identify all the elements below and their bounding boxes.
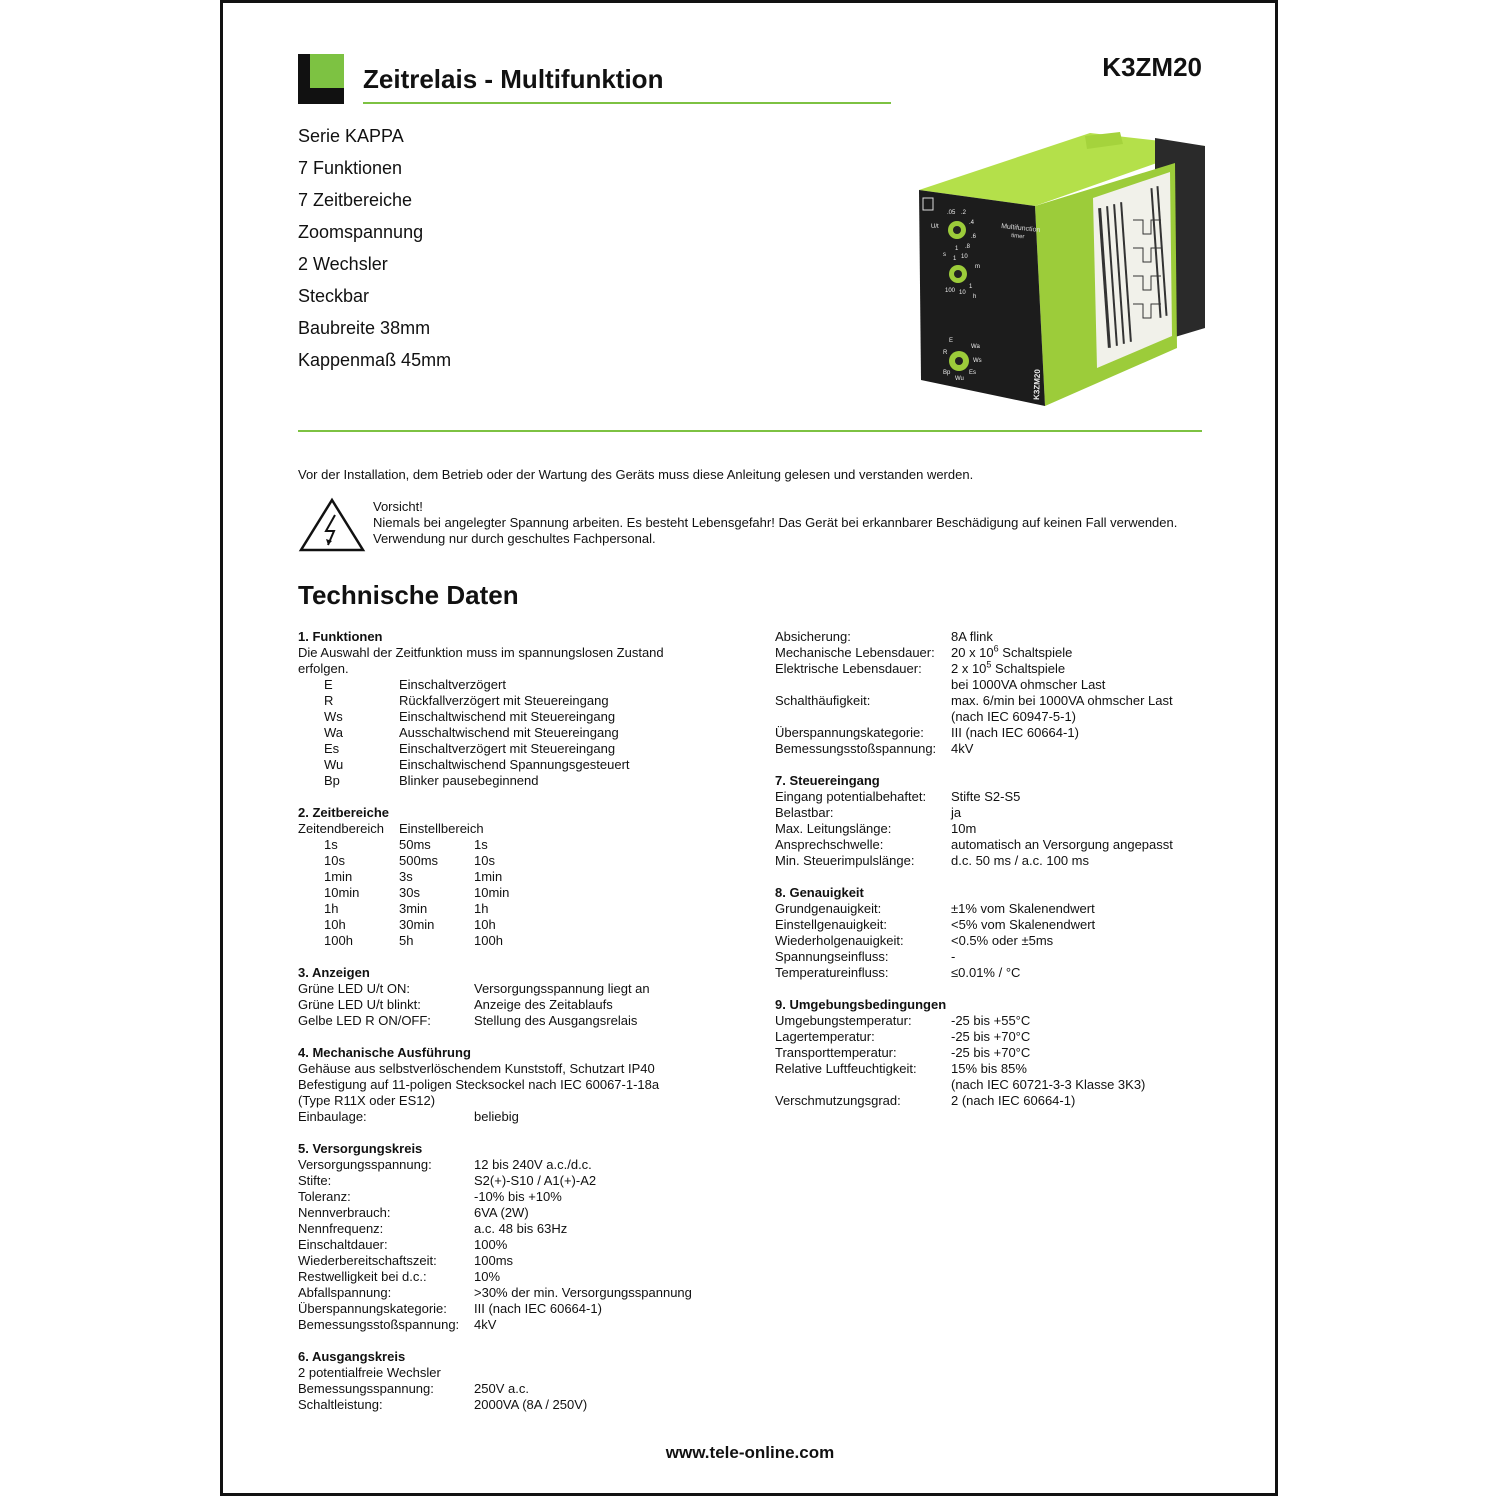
section-heading: 5. Versorgungskreis bbox=[298, 1141, 423, 1156]
feature-item: 7 Funktionen bbox=[298, 158, 403, 178]
spec-row: Wiederholgenauigkeit: <0.5% oder ±5ms bbox=[775, 933, 1054, 948]
section-heading: 7. Steuereingang bbox=[775, 773, 880, 788]
section-heading: 6. Ausgangskreis bbox=[298, 1349, 406, 1364]
feature-item: 2 Wechsler bbox=[298, 254, 388, 274]
warning-line: Niemals bei angelegter Spannung arbeiten. Es besteht Lebensgefahr! Das Gerät bei erkannbarer Beschädigung auf keinen Fall verwenden. bbox=[373, 515, 1178, 530]
feature-item: 7 Zeitbereiche bbox=[298, 190, 413, 210]
text-line: Gehäuse aus selbstverlöschendem Kunststoff, Schutzart IP40 bbox=[298, 1061, 655, 1076]
spec-row: bei 1000VA ohmscher Last bbox=[951, 677, 1106, 692]
time-range-header: Zeitendbereich Einstellbereich bbox=[298, 821, 484, 836]
spec-row: Lagertemperatur: -25 bis +70°C bbox=[775, 1029, 1031, 1044]
dial3-label: Es bbox=[969, 370, 977, 376]
spec-section-control-input bbox=[775, 773, 1205, 869]
page-title: Zeitrelais - Multifunktion bbox=[363, 64, 664, 94]
spec-row: Abfallspannung: >30% der min. Versorgungsspannung bbox=[298, 1285, 692, 1300]
dial3-label: Wa bbox=[971, 344, 980, 350]
dial1-label: 1 bbox=[955, 246, 959, 252]
spec-row: Mechanische Lebensdauer: 20 x $10^6$ Schaltspiele bbox=[775, 643, 1073, 660]
spec-row: Nennverbrauch: 6VA (2W) bbox=[298, 1205, 529, 1220]
warning-line: Verwendung nur durch geschultes Fachpersonal. bbox=[373, 531, 656, 546]
spec-row: Belastbar: ja bbox=[775, 805, 962, 820]
spec-row: Eingang potentialbehaftet: Stifte S2-S5 bbox=[775, 789, 1021, 804]
high-voltage-warning-icon bbox=[298, 497, 366, 553]
spec-row: Schalthäufigkeit: max. 6/min bei 1000VA ohmscher Last bbox=[775, 693, 1173, 708]
feature-item: Kappenmaß 45mm bbox=[298, 350, 452, 370]
spec-row: Temperatureinfluss: ≤0.01% / °C bbox=[775, 965, 1021, 980]
dial1-label: .2 bbox=[961, 210, 967, 216]
spec-section-output-cont bbox=[775, 629, 1205, 757]
spec-row: Überspannungskategorie: III (nach IEC 60664-1) bbox=[775, 725, 1079, 740]
time-range-row: 100h 5h 100h bbox=[324, 933, 503, 948]
spec-row: Min. Steuerimpulslänge: d.c. 50 ms / a.c. 100 ms bbox=[775, 853, 1089, 868]
time-range-row: 10s 500ms 10s bbox=[324, 853, 495, 868]
function-row: Wu Einschaltwischend Spannungsgesteuert bbox=[324, 757, 630, 772]
dial3-label: Ws bbox=[973, 358, 982, 364]
spec-row: Bemessungsstoßspannung: 4kV bbox=[775, 741, 974, 756]
section-heading: 3. Anzeigen bbox=[298, 965, 370, 980]
spec-row: Elektrische Lebensdauer: 2 x $10^5$ Schaltspiele bbox=[775, 659, 1066, 676]
time-range-row: 1s 50ms 1s bbox=[324, 837, 488, 852]
spec-section-environment bbox=[775, 997, 1205, 1109]
function-row: Ws Einschaltwischend mit Steuereingang bbox=[324, 709, 616, 724]
spec-row: Ansprechschwelle: automatisch an Versorgung angepasst bbox=[775, 837, 1173, 852]
front-label-sub: timer bbox=[1010, 233, 1025, 241]
spec-row: (nach IEC 60721-3-3 Klasse 3K3) bbox=[951, 1077, 1146, 1092]
spec-row: Überspannungskategorie: III (nach IEC 60664-1) bbox=[298, 1301, 602, 1316]
spec-row: Umgebungstemperatur: -25 bis +55°C bbox=[775, 1013, 1031, 1028]
spec-row: Toleranz: -10% bis +10% bbox=[298, 1189, 562, 1204]
spec-row: Bemessungsstoßspannung: 4kV bbox=[298, 1317, 497, 1332]
spec-section-time-ranges bbox=[298, 805, 738, 949]
spec-row: Einstellgenauigkeit: <5% vom Skalenendwert bbox=[775, 917, 1096, 932]
spec-row: Grüne LED U/t ON: Versorgungsspannung liegt an bbox=[298, 981, 650, 996]
dial2-label: 10 bbox=[959, 290, 966, 296]
specs-right-column bbox=[775, 629, 1205, 1125]
install-notice: Vor der Installation, dem Betrieb oder der Wartung des Geräts muss diese Anleitung gelesen und verstanden werden. bbox=[298, 467, 974, 482]
spec-section-supply bbox=[298, 1141, 738, 1333]
function-row: Bp Blinker pausebeginnend bbox=[324, 773, 539, 788]
time-range-row: 10min 30s 10min bbox=[324, 885, 510, 900]
product-image bbox=[915, 128, 1205, 410]
model-number: K3ZM20 bbox=[1102, 52, 1202, 82]
text-line: (Type R11X oder ES12) bbox=[298, 1093, 436, 1108]
spec-row: Nennfrequenz: a.c. 48 bis 63Hz bbox=[298, 1221, 568, 1236]
spec-section-output bbox=[298, 1349, 738, 1413]
spec-row: (nach IEC 60947-5-1) bbox=[951, 709, 1077, 724]
time-range-row: 1h 3min 1h bbox=[324, 901, 489, 916]
divider bbox=[298, 430, 1202, 432]
dial1-label: .6 bbox=[971, 234, 977, 240]
warning-text bbox=[373, 499, 1177, 547]
text-line: 2 potentialfreie Wechsler bbox=[298, 1365, 441, 1380]
spec-row: Verschmutzungsgrad: 2 (nach IEC 60664-1) bbox=[775, 1093, 1076, 1108]
spec-section-indicators bbox=[298, 965, 738, 1029]
dial1-label: .8 bbox=[965, 244, 971, 250]
function-row: Es Einschaltverzögert mit Steuereingang bbox=[324, 741, 616, 756]
specs-left-column bbox=[298, 629, 738, 1429]
feature-item: Zoomspannung bbox=[298, 222, 424, 242]
dial1-label: U/t bbox=[931, 224, 939, 230]
footer-website: www.tele-online.com bbox=[665, 1443, 835, 1462]
dial2-label: 1 bbox=[953, 256, 957, 262]
section-heading: 2. Zeitbereiche bbox=[298, 805, 390, 820]
text-line: Die Auswahl der Zeitfunktion muss im spannungslosen Zustand bbox=[298, 645, 664, 660]
spec-row: Schaltleistung: 2000VA (8A / 250V) bbox=[298, 1397, 588, 1412]
dial2-label: s bbox=[943, 252, 946, 258]
dial3-label: R bbox=[943, 350, 948, 356]
spec-row: Stifte: S2(+)-S10 / A1(+)-A2 bbox=[298, 1173, 597, 1188]
time-range-row: 10h 30min 10h bbox=[324, 917, 496, 932]
spec-row: Gelbe LED R ON/OFF: Stellung des Ausgangsrelais bbox=[298, 1013, 638, 1028]
section-heading: 4. Mechanische Ausführung bbox=[298, 1045, 471, 1060]
tele-logo bbox=[298, 54, 344, 104]
function-row: E Einschaltverzögert bbox=[324, 677, 506, 692]
function-row: Wa Ausschaltwischend mit Steuereingang bbox=[324, 725, 619, 740]
dial3-label: Bp bbox=[943, 370, 951, 376]
dial2-label: 1 bbox=[969, 284, 973, 290]
section-heading: 9. Umgebungsbedingungen bbox=[775, 997, 947, 1012]
front-label-title: Multifunction bbox=[1000, 223, 1041, 235]
text-line: Befestigung auf 11-poligen Stecksockel nach IEC 60067-1-18a bbox=[298, 1077, 660, 1092]
section-heading: 8. Genauigkeit bbox=[775, 885, 864, 900]
spec-section-functions bbox=[298, 629, 738, 789]
warning-line: Vorsicht! bbox=[373, 499, 423, 514]
time-range-row: 1min 3s 1min bbox=[324, 869, 503, 884]
dial2-label: h bbox=[973, 294, 977, 300]
spec-row: Restwelligkeit bei d.c.: 10% bbox=[298, 1269, 501, 1284]
feature-list bbox=[298, 126, 451, 382]
function-row: R Rückfallverzögert mit Steuereingang bbox=[324, 693, 609, 708]
spec-row: Relative Luftfeuchtigkeit: 15% bis 85% bbox=[775, 1061, 1027, 1076]
section-heading: 1. Funktionen bbox=[298, 629, 383, 644]
dial1-label: .4 bbox=[969, 220, 975, 226]
title-rule bbox=[363, 102, 891, 104]
spec-row: Grüne LED U/t blinkt: Anzeige des Zeitablaufs bbox=[298, 997, 613, 1012]
spec-row: Transporttemperatur: -25 bis +70°C bbox=[775, 1045, 1031, 1060]
spec-row: Max. Leitungslänge: 10m bbox=[775, 821, 977, 836]
feature-item: Baubreite 38mm bbox=[298, 318, 431, 338]
text-line: erfolgen. bbox=[298, 661, 349, 676]
spec-row: Versorgungsspannung: 12 bis 240V a.c./d.c. bbox=[298, 1157, 592, 1172]
spec-section-mechanical bbox=[298, 1045, 738, 1125]
spec-section-accuracy bbox=[775, 885, 1205, 981]
spec-row: Einschaltdauer: 100% bbox=[298, 1237, 508, 1252]
feature-item: Steckbar bbox=[298, 286, 370, 306]
spec-row: Absicherung: 8A flink bbox=[775, 629, 993, 644]
spec-row: Grundgenauigkeit: ±1% vom Skalenendwert bbox=[775, 901, 1095, 916]
spec-row: Einbaulage: beliebig bbox=[298, 1109, 519, 1124]
section-title: Technische Daten bbox=[298, 580, 519, 610]
dial2-label: 10 bbox=[961, 254, 968, 260]
spec-row: Wiederbereitschaftszeit: 100ms bbox=[298, 1253, 514, 1268]
spec-row: Spannungseinfluss: - bbox=[775, 949, 956, 964]
dial3-label: E bbox=[949, 338, 954, 344]
dial1-label: .05 bbox=[947, 210, 956, 216]
dial2-label: 100 bbox=[945, 288, 956, 294]
feature-item: Serie KAPPA bbox=[298, 126, 404, 146]
spec-row: Bemessungsspannung: 250V a.c. bbox=[298, 1381, 529, 1396]
dial2-label: m bbox=[975, 264, 980, 270]
device-model-print: K3ZM20 bbox=[1032, 369, 1043, 401]
dial3-label: Wu bbox=[955, 376, 964, 382]
